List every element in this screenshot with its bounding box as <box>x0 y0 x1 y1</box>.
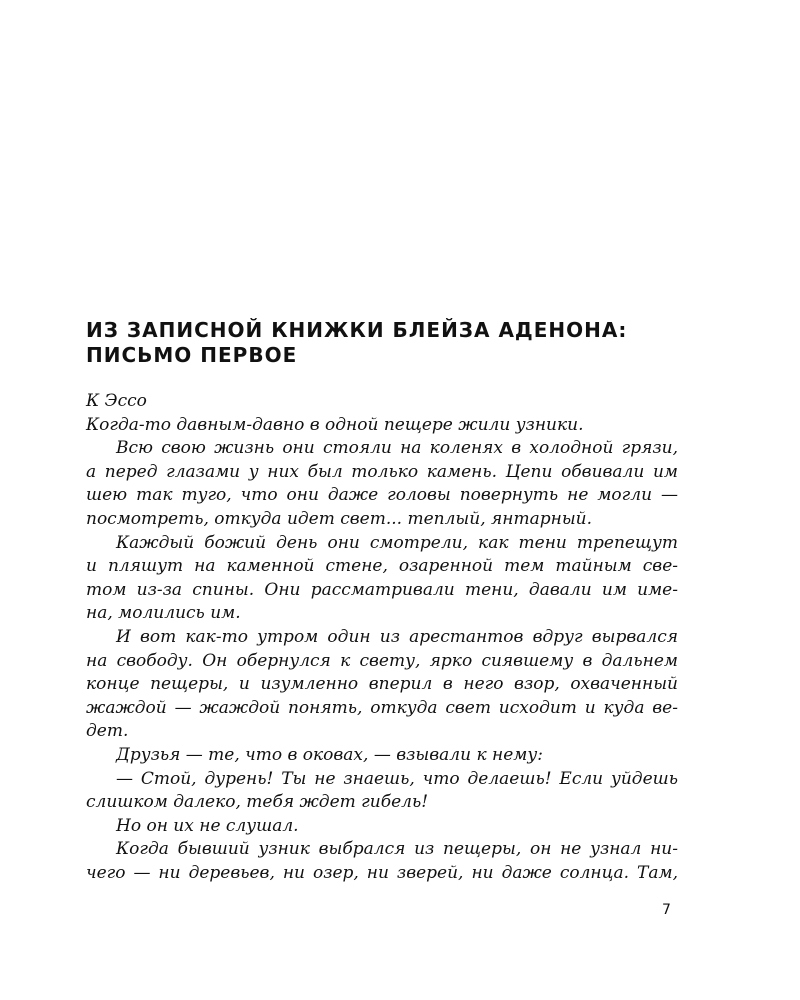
text-line: шею так туго, что они даже головы повернуть не могли — <box>86 485 678 506</box>
salutation-line: К Эссо <box>86 391 147 411</box>
text-line: Каждый божий день они смотрели, как тени трепещут <box>116 532 678 553</box>
chapter-heading <box>86 318 706 368</box>
chapter-heading-line-2: ПИСЬМО ПЕРВОЕ <box>86 343 298 367</box>
text-line: слишком далеко, тебя ждет гибель! <box>86 792 429 813</box>
text-line: жаждой — жаждой понять, откуда свет исходит и куда ве- <box>86 697 678 718</box>
text-line: а перед глазами у них был только камень. Цепи обвивали им <box>86 461 678 482</box>
page-number: 7 <box>662 902 671 918</box>
text-line: конце пещеры, и изумленно вперил в него взор, охваченный <box>86 674 678 695</box>
text-line: и пляшут на каменной стене, озаренной тем тайным све- <box>86 556 678 577</box>
text-line: посмотреть, откуда идет свет... теплый, янтарный. <box>86 508 593 529</box>
text-line: Но он их не слушал. <box>116 815 299 836</box>
body-text <box>86 390 678 885</box>
text-line: Друзья — те, что в оковах, — взывали к нему: <box>116 744 543 765</box>
text-line: — Стой, дурень! Ты не знаешь, что делаешь! Если уйдешь <box>116 768 678 789</box>
text-line: на, молились им. <box>86 603 241 624</box>
text-line: Когда-то давным-давно в одной пещере жили узники. <box>86 414 584 435</box>
text-line: чего — ни деревьев, ни озер, ни зверей, ни даже солнца. Там, <box>86 862 678 883</box>
text-line: на свободу. Он обернулся к свету, ярко сиявшему в дальнем <box>86 650 678 671</box>
text-line: том из-за спины. Они рассматривали тени, давали им име- <box>86 579 678 600</box>
text-line: дет. <box>86 721 129 742</box>
text-line: Когда бывший узник выбрался из пещеры, он не узнал ни- <box>116 839 678 860</box>
chapter-heading-line-1: ИЗ ЗАПИСНОЙ КНИЖКИ БЛЕЙЗА АДЕНОНА: <box>86 318 628 342</box>
text-line: И вот как-то утром один из арестантов вдруг вырвался <box>116 626 678 647</box>
text-line: Всю свою жизнь они стояли на коленях в холодной грязи, <box>116 438 678 459</box>
